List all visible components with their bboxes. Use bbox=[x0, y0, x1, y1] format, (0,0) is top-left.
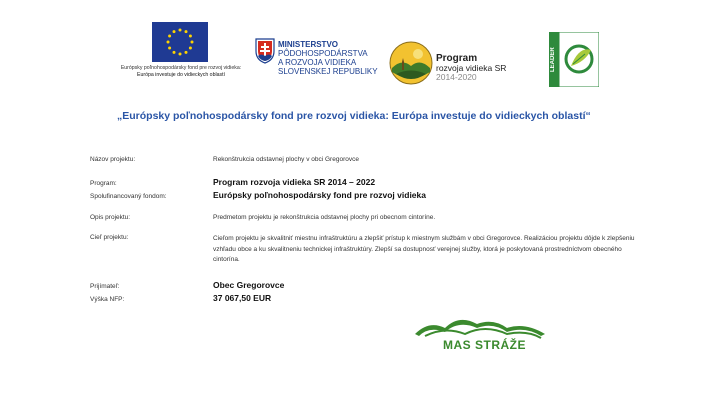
leader-label: LEADER bbox=[550, 47, 556, 73]
amount-value: 37 067,50 EUR bbox=[213, 293, 272, 303]
slovak-coat-of-arms-icon bbox=[255, 38, 275, 64]
goal-label: Cieľ projektu: bbox=[90, 234, 129, 241]
ministry-line: A ROZVOJA VIDIEKA bbox=[278, 58, 357, 67]
program-logo-text bbox=[436, 54, 506, 83]
recipient-value: Obec Gregorovce bbox=[213, 280, 285, 290]
ministry-line: SLOVENSKEJ REPUBLIKY bbox=[278, 67, 378, 76]
mas-straze-label: MAS STRÁŽE bbox=[443, 338, 526, 352]
fund-value: Európsky poľnohospodársky fond pre rozvoj vidieka bbox=[213, 190, 426, 200]
eu-flag-logo bbox=[152, 22, 208, 62]
program-logo-line: rozvoja vidieka SR bbox=[436, 62, 507, 73]
eu-caption-line1: Európsky poľnohospodársky fond pre rozvoj vidieka: bbox=[120, 65, 242, 71]
goal-value: Cieľom projektu je skvalitniť miestnu infraštruktúru a zlepšiť prístup k miestnym službám v obci Gregorovce. Realizáciou projektu dôjde k zlepšeniu vzhľadu obce a ku skvalitneniu technickej infraštruktúry. Zlepší sa dostupnosť verejnej služby, ktorá je poskytovaná prostredníctvom obecného cintorína. bbox=[213, 235, 635, 263]
leader-logo bbox=[549, 32, 599, 87]
headline: „Európsky poľnohospodársky fond pre rozvoj vidieka: Európa investuje do vidieckych oblastí“ bbox=[117, 110, 591, 122]
eu-stars-icon bbox=[152, 22, 208, 62]
mountains-icon bbox=[415, 312, 555, 362]
recipient-label: Prijímateľ: bbox=[90, 283, 120, 290]
eu-caption-line2: Európa investuje do vidieckych oblastí bbox=[137, 72, 225, 78]
program-logo-line: 2014-2020 bbox=[436, 72, 477, 82]
program-logo-line: Program bbox=[436, 53, 478, 64]
description-label: Opis projektu: bbox=[90, 214, 131, 221]
ministry-line: MINISTERSTVO bbox=[278, 40, 339, 49]
program-label: Program: bbox=[90, 180, 117, 187]
amount-label: Výška NFP: bbox=[90, 296, 125, 303]
ministry-line: PÔDOHOSPODÁRSTVA bbox=[278, 49, 368, 58]
program-value: Program rozvoja vidieka SR 2014 – 2022 bbox=[213, 177, 376, 187]
program-rozvoja-vidieka-icon bbox=[388, 40, 434, 86]
ministry-name bbox=[278, 40, 378, 76]
project-name-value: Rekonštrukcia odstavnej plochy v obci Gregorovce bbox=[213, 156, 359, 163]
mas-straze-logo bbox=[415, 312, 555, 362]
fund-label: Spolufinancovaný fondom: bbox=[90, 193, 167, 200]
description-value: Predmetom projektu je rekonštrukcia odstavnej plochy pri obecnom cintoríne. bbox=[213, 214, 436, 221]
project-name-label: Názov projektu: bbox=[90, 156, 136, 163]
